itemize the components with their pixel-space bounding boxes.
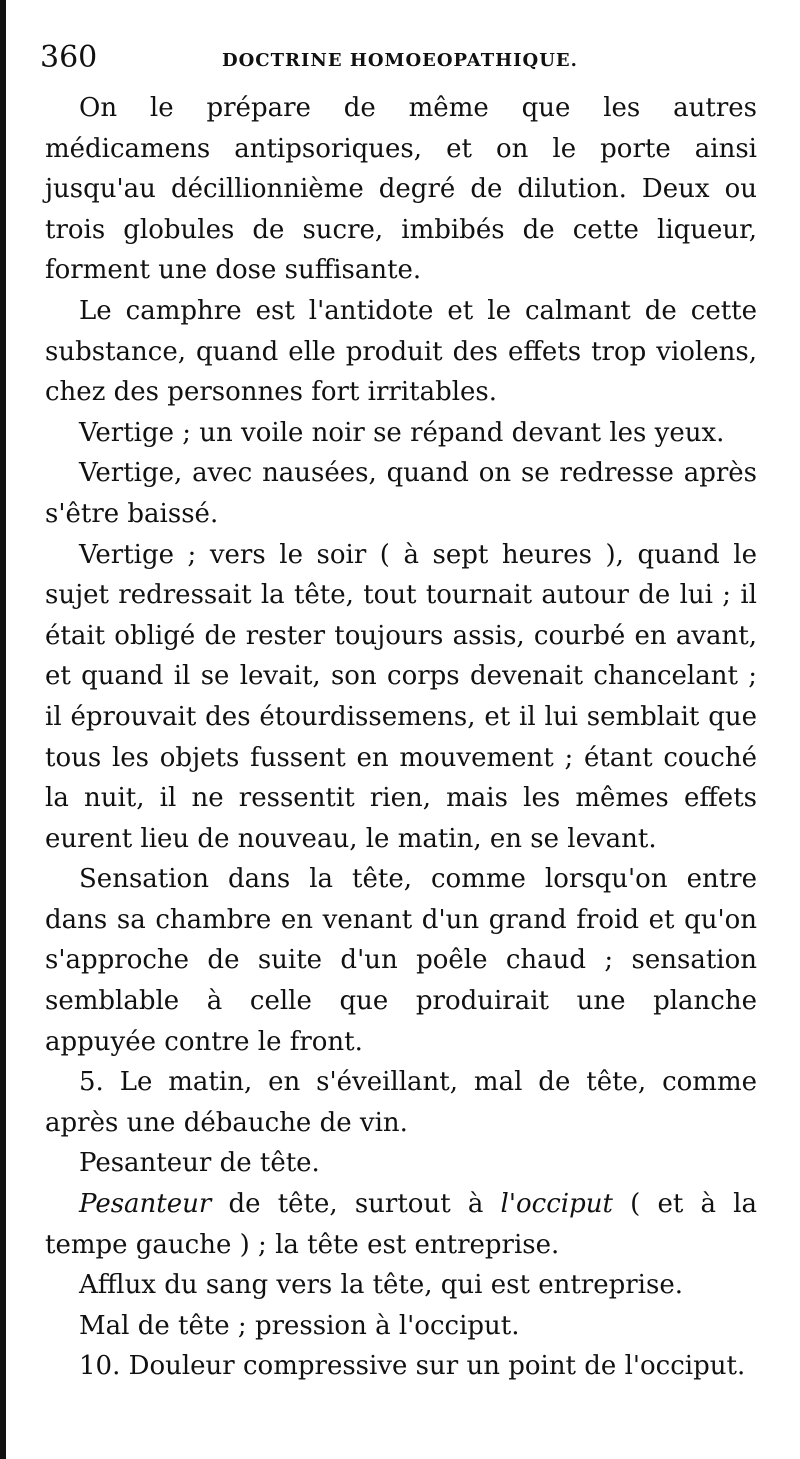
paragraph: Vertige ; un voile noir se répand devant les yeux.: [79, 417, 725, 448]
paragraph: Vertige, avec nausées, quand on se redresse après s'être baissé.: [45, 458, 757, 529]
page-number: 360: [40, 40, 98, 75]
paragraph: [45, 1184, 757, 1265]
paragraph: 5. Le matin, en s'éveillant, mal de tête, comme après une débauche de vin.: [45, 1067, 757, 1138]
paragraph: Sensation dans la tête, comme lorsqu'on entre dans sa chambre en venant d'un grand froid et qu'on s'approche de suite d'un poêle chaud ; sensation semblable à celle que produirait une planche appuyée contre le front.: [45, 864, 757, 1057]
page-edge-shadow: [0, 0, 6, 1459]
body-text: [45, 88, 757, 1387]
paragraph-text: ( et à la tempe gauche ) ; la tête est entreprise.: [45, 1189, 757, 1260]
paragraph: Pesanteur de tête.: [79, 1148, 320, 1179]
page-header: [40, 40, 760, 80]
paragraph: Mal de tête ; pression à l'occiput.: [79, 1310, 520, 1341]
paragraph: Le camphre est l'antidote et le calmant de cette substance, quand elle produit des effets trop violens, chez des personnes fort irritables.: [45, 295, 757, 408]
italic-term: l'occiput: [500, 1189, 613, 1220]
paragraph: Afflux du sang vers la tête, qui est entreprise.: [79, 1270, 683, 1301]
paragraph: On le prépare de même que les autres médicamens antipsoriques, et on le porte ainsi jusqu'au décillionnième degré de dilution. Deux ou trois globules de sucre, imbibés de cette liqueur, forment une dose suffisante.: [45, 93, 757, 286]
paragraph: 10. Douleur compressive sur un point de l'occiput.: [79, 1351, 746, 1382]
paragraph-text: de tête, surtout à: [211, 1189, 501, 1220]
italic-term: Pesanteur: [79, 1189, 212, 1220]
running-head: DOCTRINE HOMOEOPATHIQUE.: [222, 50, 578, 71]
paragraph: Vertige ; vers le soir ( à sept heures ), quand le sujet redressait la tête, tout tournait autour de lui ; il était obligé de rester toujours assis, courbé en avant, et quand il se levait, son corps devenait chancelant ; il éprouvait des étourdissemens, et il lui semblait que tous les objets fussent en mouvement ; étant couché la nuit, il ne ressentit rien, mais les mêmes effets eurent lieu de nouveau, le matin, en se levant.: [45, 539, 757, 854]
